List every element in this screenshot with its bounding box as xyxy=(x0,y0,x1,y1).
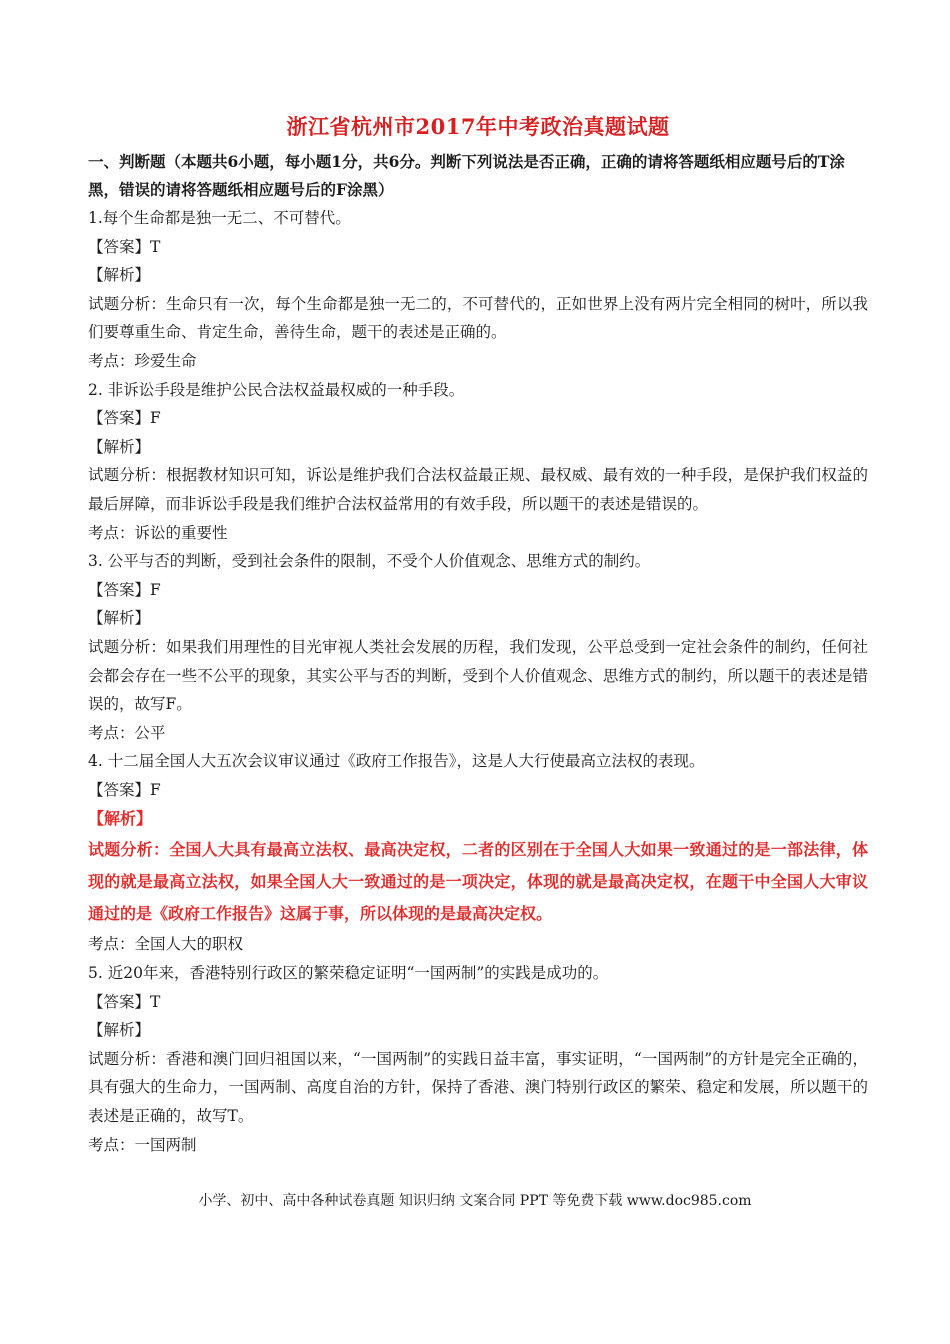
analysis-text: 试题分析：生命只有一次，每个生命都是独一无二的，不可替代的，正如世界上没有两片完全相同的树叶，所以我们要尊重生命、肯定生命，善待生命，题干的表述是正确的。 xyxy=(88,294,868,342)
answer-line: 【答案】F xyxy=(88,580,161,599)
question-4 xyxy=(88,747,868,959)
question-stem: 3. 公平与否的判断，受到社会条件的限制，不受个人价值观念、思维方式的制约。 xyxy=(88,552,651,571)
answer-line: 【答案】F xyxy=(88,409,161,428)
answer-line: 【答案】T xyxy=(88,992,161,1011)
question-stem: 2. 非诉讼手段是维护公民合法权益最权威的一种手段。 xyxy=(88,380,465,399)
analysis-text: 试题分析：如果我们用理性的目光审视人类社会发展的历程，我们发现，公平总受到一定社会条件的制约，任何社会都会存在一些不公平的现象，其实公平与否的判断，受到个人价值观念、思维方式的制约，所以题干的表述是错误的，故写F。 xyxy=(88,637,868,714)
analysis-text: 试题分析：根据教材知识可知，诉讼是维护我们合法权益最正规、最权威、最有效的一种手段，是保护我们权益的最后屏障，而非诉讼手段是我们维护合法权益常用的有效手段，所以题干的表述是错误的。 xyxy=(88,466,868,513)
section-heading: 一、判断题（本题共6小题，每小题1分，共6分。判断下列说法是否正确，正确的请将答题纸相应题号后的T涂黑，错误的请将答题纸相应题号后的F涂黑） xyxy=(88,152,845,199)
analysis-label: 【解析】 xyxy=(88,437,151,456)
analysis-label: 【解析】 xyxy=(88,609,151,628)
question-stem: 5. 近20年来，香港特别行政区的繁荣稳定证明“一国两制”的实践是成功的。 xyxy=(88,964,609,983)
question-3 xyxy=(88,547,868,747)
question-5 xyxy=(88,959,868,1159)
knowledge-point: 考点：公平 xyxy=(88,723,166,742)
question-1 xyxy=(88,204,868,376)
analysis-label-highlighted: 【解析】 xyxy=(88,809,153,829)
answer-line: 【答案】T xyxy=(88,237,161,256)
question-2 xyxy=(88,376,868,548)
analysis-text: 试题分析：香港和澳门回归祖国以来，“一国两制”的实践日益丰富，事实证明，“一国两制”的方针是完全正确的，具有强大的生命力，一国两制、高度自治的方针，保持了香港、澳门特别行政区的繁荣、稳定和发展，所以题干的表述是正确的，故写T。 xyxy=(88,1049,868,1126)
knowledge-point: 考点：珍爱生命 xyxy=(88,351,197,370)
document-page xyxy=(88,112,868,1159)
page-footer: 小学、初中、高中各种试卷真题 知识归纳 文案合同 PPT 等免费下载 www.doc985.com xyxy=(198,1193,752,1209)
analysis-text-highlighted: 试题分析：全国人大具有最高立法权、最高决定权，二者的区别在于全国人大如果一致通过的是一部法律，体现的就是最高立法权，如果全国人大一致通过的是一项决定，体现的就是最高决定权，在题干中全国人大审议通过的是《政府工作报告》这属于事，所以体现的是最高决定权。 xyxy=(88,840,868,924)
document-title: 浙江省杭州市2017年中考政治真题试题 xyxy=(286,114,670,139)
analysis-label: 【解析】 xyxy=(88,1021,151,1040)
question-stem: 4. 十二届全国人大五次会议审议通过《政府工作报告》，这是人大行使最高立法权的表现。 xyxy=(88,752,705,771)
analysis-label: 【解析】 xyxy=(88,266,151,285)
answer-line: 【答案】F xyxy=(88,780,161,799)
knowledge-point: 考点：全国人大的职权 xyxy=(88,935,244,954)
knowledge-point: 考点：一国两制 xyxy=(88,1135,197,1154)
question-stem: 1.每个生命都是独一无二、不可替代。 xyxy=(88,209,351,227)
knowledge-point: 考点：诉讼的重要性 xyxy=(88,523,228,542)
